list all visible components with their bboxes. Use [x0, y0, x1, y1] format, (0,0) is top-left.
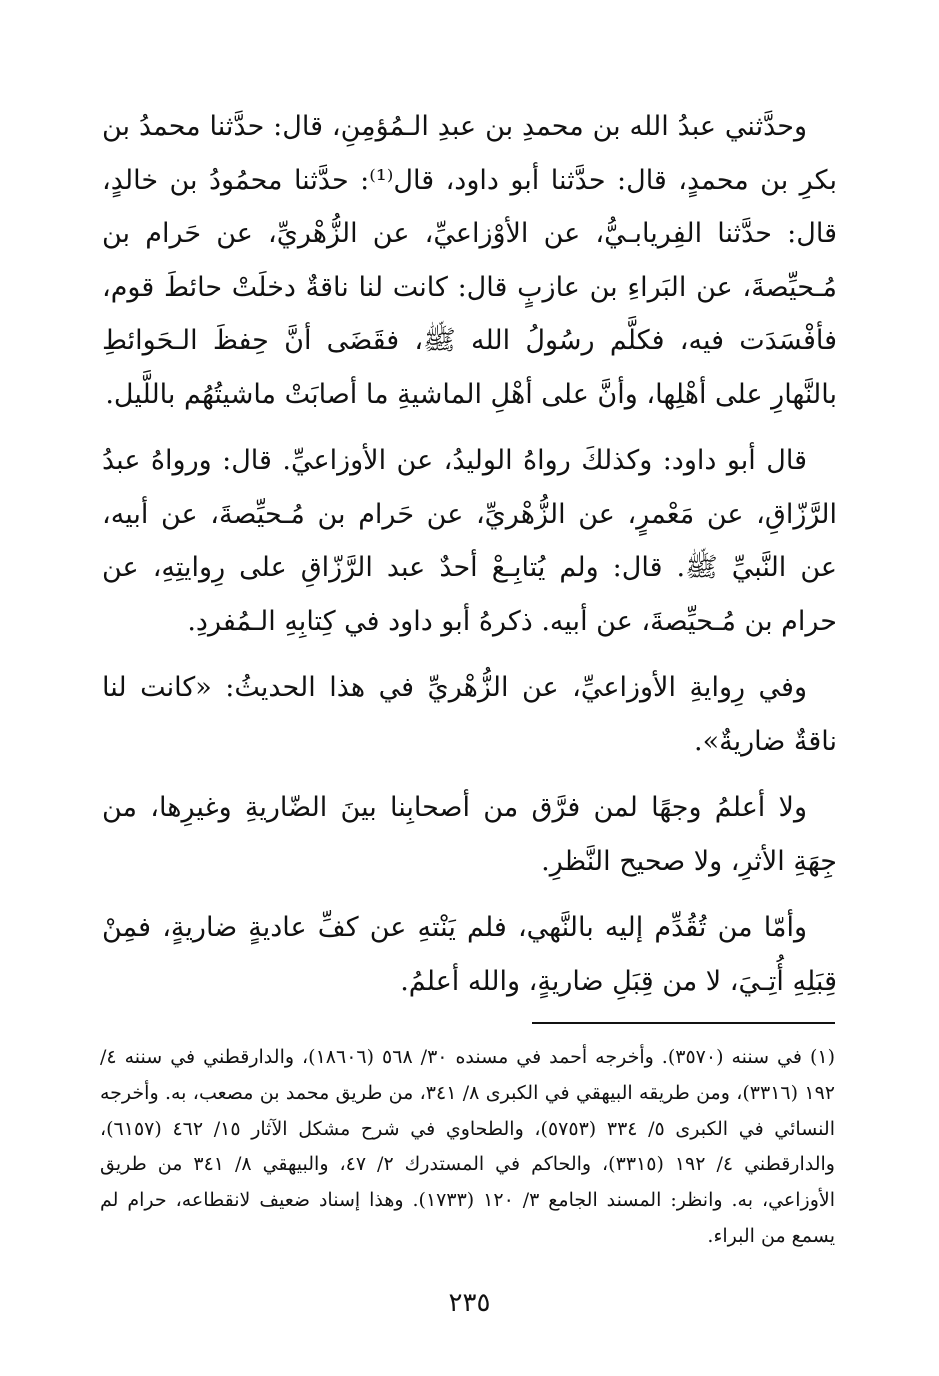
footnotes	[100, 1040, 835, 1255]
footnote-divider	[532, 1022, 835, 1024]
paragraph-2: قال أبو داود: وكذلكَ رواهُ الوليدُ، عن الأوزاعيِّ. قال: ورواهُ عبدُ الرَّزّاقِ، عن مَعْمرٍ، عن الزُّهْريِّ، عن حَرام بن مُـحيِّصةَ، عن أبيه، عن النَّبيِّ ﷺ. قال: ولم يُتابِـعْ أحدٌ عبد الرَّزّاقِ على رِوايتِهِ، عن حرام بن مُـحيِّصةَ، عن أبيه. ذكرهُ أبو داود في كِتابِهِ الـمُفردِ.	[102, 445, 838, 637]
main-text	[102, 100, 837, 1008]
paragraph-3: وفي رِوايةِ الأوزاعيِّ، عن الزُّهْريِّ في هذا الحديثُ: «كانت لنا ناقةٌ ضاريةٌ».	[102, 672, 837, 757]
page-number: ٢٣٥	[448, 1288, 491, 1318]
footnote-1: (١) في سننه (٣٥٧٠). وأخرجه أحمد في مسنده ٣٠/ ٥٦٨ (١٨٦٠٦)، والدارقطني في سننه ٤/ ١٩٢ (٣٣١٦)، ومن طريقه البيهقي في الكبرى ٨/ ٣٤١، من طريق محمد بن مصعب، به. وأخرجه النسائي في الكبرى ٥/ ٣٣٤ (٥٧٥٣)، والطحاوي في شرح مشكل الآثار ١٥/ ٤٦٢ (٦١٥٧)، والدارقطني ٤/ ١٩٢ (٣٣١٥)، والحاكم في المستدرك ٢/ ٤٧، والبيهقي ٨/ ٣٤١ من طريق الأوزاعي، به. وانظر: المسند الجامع ٣/ ١٢٠ (١٧٣٣). وهذا إسناد ضعيف لانقطاعه، حرام لم يسمع من البراء.	[100, 1046, 836, 1247]
paragraph-1: وحدَّثني عبدُ الله بن محمدِ بن عبدِ الـمُؤمِنِ، قال: حدَّثنا محمدُ بن بكرِ بن محمدٍ، قال: حدَّثنا أبو داود، قال⁽¹⁾: حدَّثنا محمُودُ بن خالدٍ، قال: حدَّثنا الفِريابـيُّ، عن الأوْزاعيِّ، عن الزُّهْريِّ، عن حَرام بن مُـحيِّصةَ، عن البَراءِ بن عازبٍ قال: كانت لنا ناقةٌ دخلَتْ حائطَ قوم، فأفْسَدَت فيه، فكلَّم رسُولُ الله ﷺ، فقَضَى أنَّ حِفظَ الـحَوائطِ بالنَّهارِ على أهْلِها، وأنَّ على أهْلِ الماشيةِ ما أصابَتْ ماشيتُهُم باللَّيل.	[102, 111, 837, 410]
paragraph-5: وأمّا من تُقُدِّم إليه بالنَّهي، فلم يَنْتهِ عن كفِّ عاديةٍ ضاريةٍ، فمِنْ قِبَلِهِ أُتِـيَ، لا من قِبَلِ ضاريةٍ، والله أعلمُ.	[102, 912, 837, 997]
paragraph-4: ولا أعلمُ وجهًا لمن فرَّق من أصحابِنا بينَ الضّاريةِ وغيرِها، من جِهَةِ الأثرِ، ولا صحيح النَّظرِ.	[102, 792, 837, 877]
